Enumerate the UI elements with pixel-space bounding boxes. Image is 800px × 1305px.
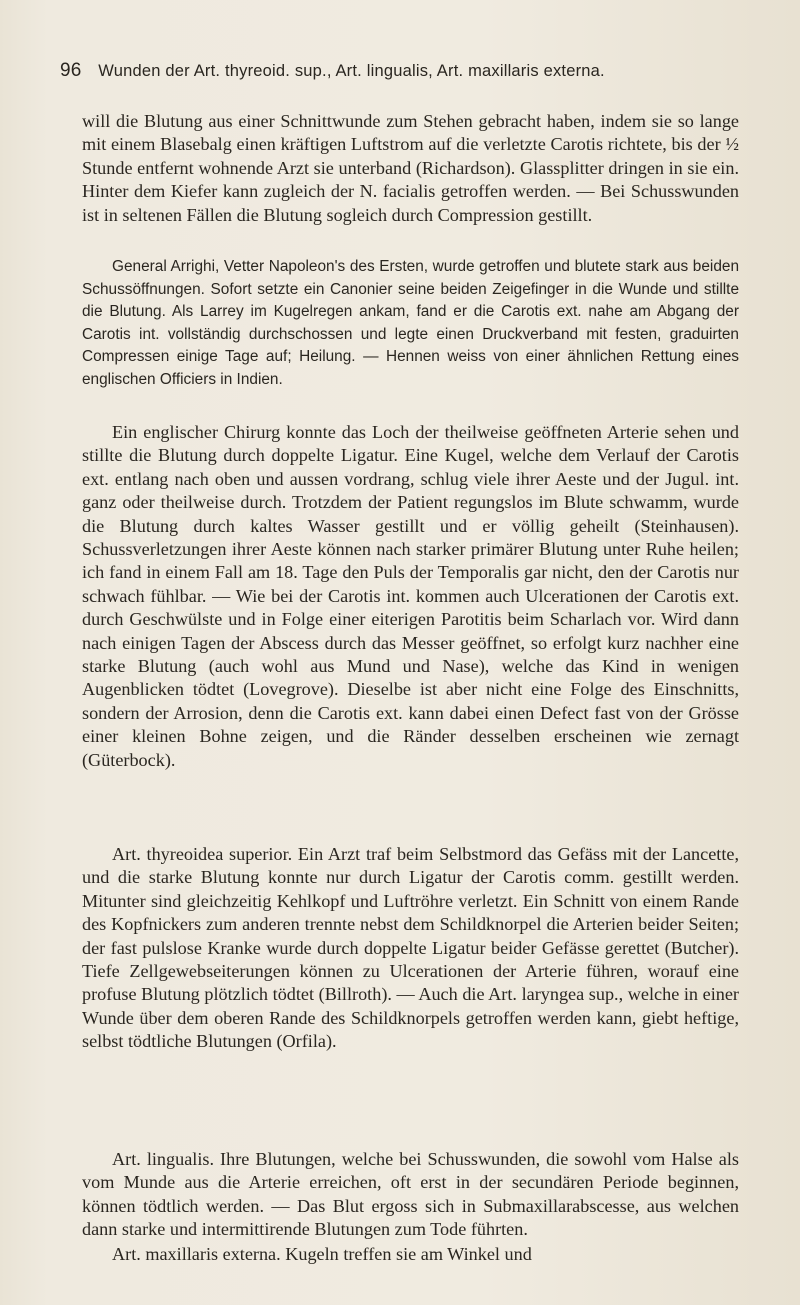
page-number: 96 xyxy=(60,60,82,81)
section-thyreoidea-superior xyxy=(82,843,739,1054)
section-text: Art. thyreoidea superior. Ein Arzt traf beim Selbstmord das Gefäss mit der Lancette, und die starke Blutung konnte nur durch Ligatur der Carotis comm. gestillt werden. Mitunter sind gleichzeitig Kehlkopf und Luftröhre verletzt. Ein Schnitt von einem Rande des Kopfnickers zum anderen trennte nebst dem Schildknorpel die Arterien beider Seiten; der fast pulslose Kranke wurde durch doppelte Ligatur beider Gefässe gerettet (Butcher). Tiefe Zellgewebseiterungen können zu Ulcerationen der Arterie führen, worauf eine profuse Blutung plötzlich tödtet (Billroth). — Auch die Art. laryngea sup., welche in einer Wunde über dem oberen Rande des Schildknorpels getroffen werden kann, giebt heftige, selbst tödtliche Blutungen (Orfila). xyxy=(82,844,739,1052)
section-maxillaris-externa xyxy=(82,1243,739,1266)
paragraph-englischer-chirurg xyxy=(82,421,739,772)
paragraph-richardson xyxy=(82,110,739,227)
section-text: Art. lingualis. Ihre Blutungen, welche bei Schusswunden, die sowohl vom Halse als vom Munde aus die Arterie erreichen, oft erst in der secundären Periode beginnen, können tödtlich werden. — Das Blut ergoss sich in Submaxillarabscesse, aus welchen dann starke und intermittirende Blutungen zum Tode führten. xyxy=(82,1149,739,1240)
running-header xyxy=(60,60,740,88)
running-title: Wunden der Art. thyreoid. sup., Art. lingualis, Art. maxillaris externa. xyxy=(98,62,605,80)
section-lingualis xyxy=(82,1148,739,1242)
paragraph-text: General Arrighi, Vetter Napoleon's des Ersten, wurde getroffen und blutete stark aus beiden Schussöffnungen. Sofort setzte ein Canonier seine beiden Zeigefinger in die Wunde und stillte die Blutung. Als Larrey im Kugelregen ankam, fand er die Carotis ext. nahe am Abgang der Carotis int. vollständig durchschossen und legte einen Druckverband mit festen, graduirten Compressen einige Tage auf; Heilung. — Hennen weiss von einer ähnlichen Rettung eines englischen Officiers in Indien. xyxy=(82,258,739,388)
section-text: Art. maxillaris externa. Kugeln treffen sie am Winkel und xyxy=(112,1244,532,1264)
paragraph-text: Ein englischer Chirurg konnte das Loch der theilweise geöffneten Arterie sehen und stillte die Blutung durch doppelte Ligatur. Eine Kugel, welche dem Verlauf der Carotis ext. entlang nach oben und aussen vordrang, schlug viele ihrer Aeste und der Jugul. int. ganz oder theilweise durch. Trotzdem der Patient regungslos im Blute schwamm, wurde die Blutung durch kaltes Wasser gestillt und er völlig geheilt (Steinhausen). Schussverletzungen ihrer Aeste können nach starker primärer Blutung unter Ruhe heilen; ich fand in einem Fall am 18. Tage den Puls der Temporalis gar nicht, den der Carotis nur schwach fühlbar. — Wie bei der Carotis int. kommen auch Ulcerationen der Carotis ext. durch Geschwülste und in Folge einer eiterigen Parotitis beim Scharlach vor. Wird dann nach einigen Tagen der Abscess durch das Messer geöffnet, so erfolgt kurz nachher eine starke Blutung (auch wohl aus Mund und Nase), welche das Kind in wenigen Augenblicken tödtet (Lovegrove). Dieselbe ist aber nicht eine Folge des Einschnitts, sondern der Arrosion, denn die Carotis ext. kann dabei einen Defect fast von der Grösse einer kleinen Bohne zeigen, und die Ränder desselben erscheinen wie zernagt (Güterbock). xyxy=(82,422,739,770)
paragraph-arrighi xyxy=(82,256,739,392)
paragraph-text: will die Blutung aus einer Schnittwunde zum Stehen gebracht haben, indem sie so lange mit einem Blasebalg einen kräftigen Luftstrom auf die verletzte Carotis richtete, bis der ½ Stunde entfernt wohnende Arzt sie unterband (Richardson). Glassplitter dringen in sie ein. Hinter dem Kiefer kann zugleich der N. facialis getroffen werden. — Bei Schusswunden ist in seltenen Fällen die Blutung sogleich durch Compression gestillt. xyxy=(82,111,739,225)
